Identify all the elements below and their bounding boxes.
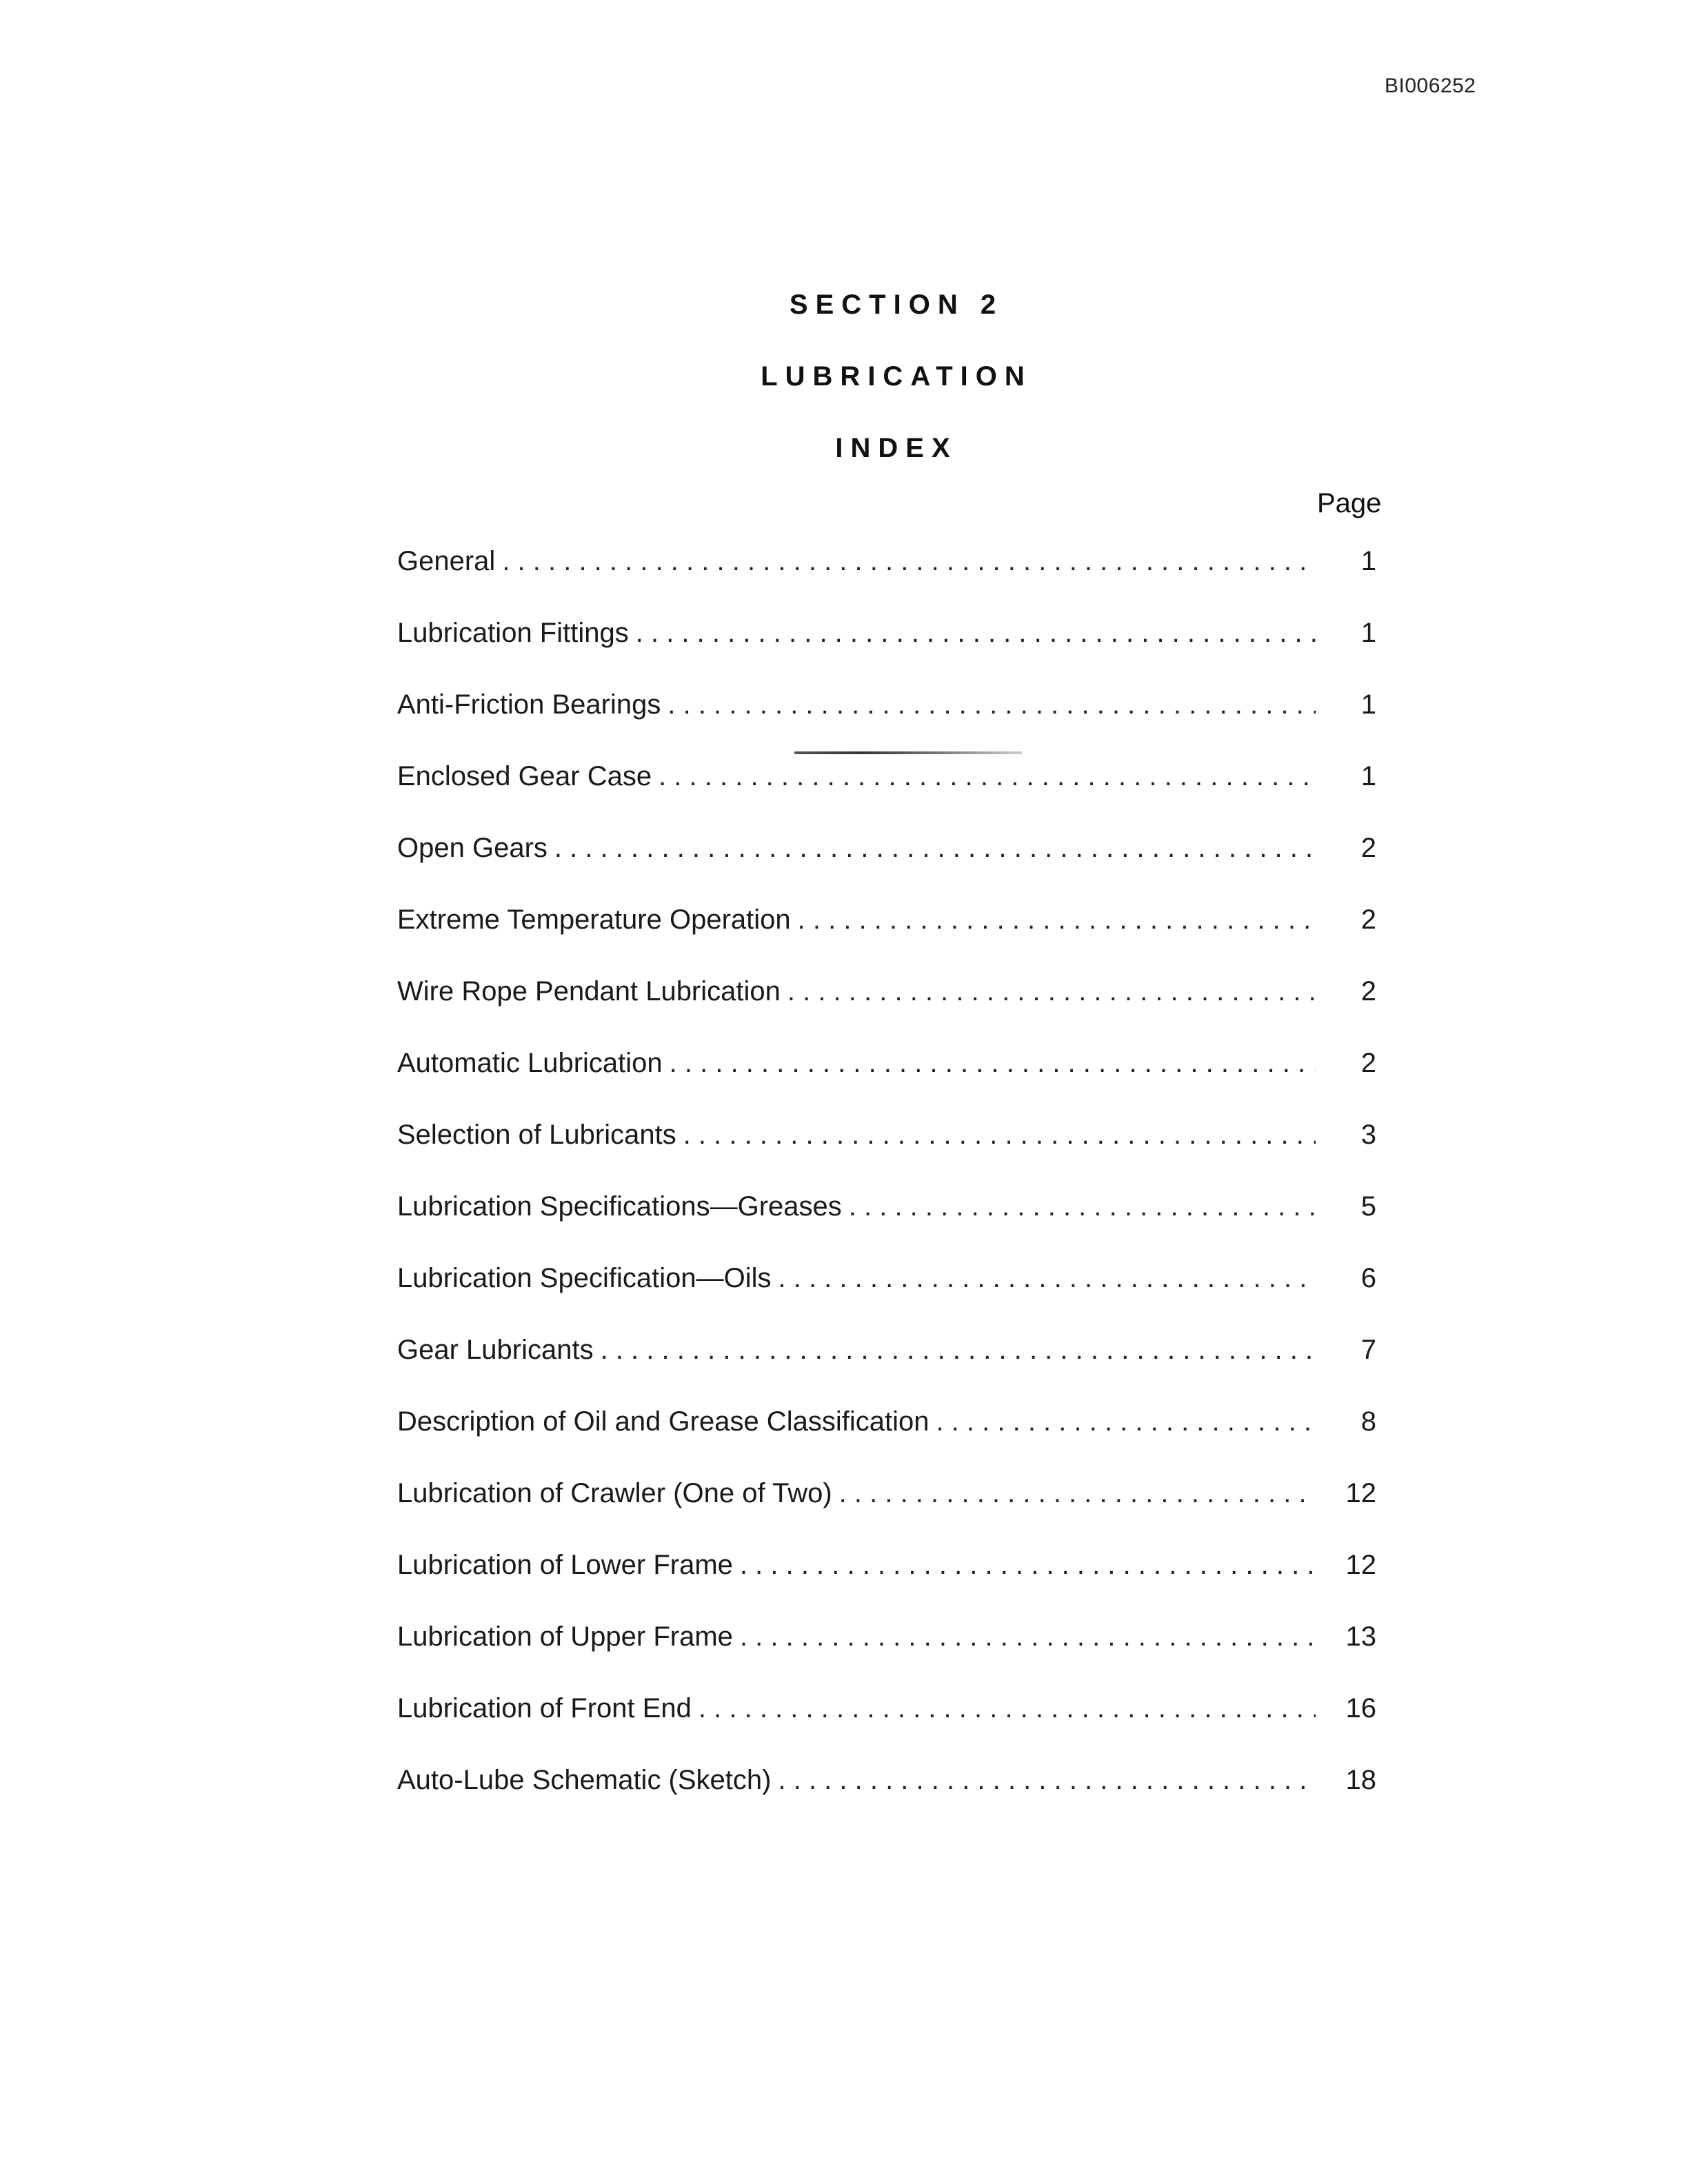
table-of-contents xyxy=(397,545,1390,1835)
dot-leader xyxy=(659,760,1316,793)
dot-leader xyxy=(839,1477,1316,1510)
toc-entry-title: Auto-Lube Schematic (Sketch) xyxy=(397,1763,778,1797)
toc-entry xyxy=(397,1118,1390,1190)
dot-leader xyxy=(778,1262,1316,1295)
toc-entry-page: 2 xyxy=(1360,904,1376,935)
toc-entry xyxy=(397,1692,1390,1763)
toc-entry xyxy=(397,1405,1390,1477)
dot-leader xyxy=(554,831,1316,865)
toc-entry xyxy=(397,760,1390,831)
toc-entry-title: Selection of Lubricants xyxy=(397,1118,683,1151)
toc-entry-page: 1 xyxy=(1360,618,1376,648)
toc-entry-page: 13 xyxy=(1345,1621,1376,1652)
toc-entry xyxy=(397,688,1390,760)
dot-leader xyxy=(849,1190,1316,1223)
toc-entry-title: Enclosed Gear Case xyxy=(397,760,659,793)
toc-entry xyxy=(397,903,1390,975)
toc-entry-title: Automatic Lubrication xyxy=(397,1046,670,1080)
toc-entry-page: 12 xyxy=(1345,1478,1376,1508)
toc-entry-title: Gear Lubricants xyxy=(397,1333,601,1366)
toc-entry xyxy=(397,616,1390,688)
toc-entry xyxy=(397,1763,1390,1835)
toc-entry-page: 6 xyxy=(1360,1263,1376,1293)
toc-entry xyxy=(397,1190,1390,1262)
toc-entry-page: 7 xyxy=(1360,1335,1376,1365)
toc-entry-title: Lubrication of Upper Frame xyxy=(397,1620,740,1653)
toc-entry-title: Lubrication Specification—Oils xyxy=(397,1262,778,1295)
toc-entry-title: Anti-Friction Bearings xyxy=(397,688,667,721)
section-heading: SECTION 2 xyxy=(789,290,1004,320)
page-column-header: Page xyxy=(1317,488,1382,518)
toc-entry-title: Lubrication of Front End xyxy=(397,1692,699,1725)
dot-leader xyxy=(683,1118,1316,1151)
toc-entry-page: 3 xyxy=(1360,1120,1376,1150)
toc-entry xyxy=(397,545,1390,616)
dot-leader xyxy=(740,1620,1316,1653)
toc-entry-page: 12 xyxy=(1345,1550,1376,1580)
dot-leader xyxy=(699,1692,1316,1725)
toc-entry-title: Wire Rope Pendant Lubrication xyxy=(397,975,787,1008)
dot-leader xyxy=(936,1405,1316,1438)
toc-entry-page: 8 xyxy=(1360,1406,1376,1437)
subject-heading: LUBRICATION xyxy=(761,361,1032,392)
dot-leader xyxy=(601,1333,1316,1366)
toc-entry-page: 2 xyxy=(1360,833,1376,863)
toc-entry xyxy=(397,831,1390,903)
toc-entry xyxy=(397,1620,1390,1692)
dot-leader xyxy=(670,1046,1316,1080)
toc-entry-title: Extreme Temperature Operation xyxy=(397,903,798,936)
toc-entry-page: 1 xyxy=(1360,546,1376,576)
dot-leader xyxy=(667,688,1316,721)
dot-leader xyxy=(798,903,1316,936)
toc-entry xyxy=(397,1262,1390,1333)
toc-entry-page: 2 xyxy=(1360,1048,1376,1078)
toc-entry xyxy=(397,1333,1390,1405)
dot-leader xyxy=(636,616,1316,649)
toc-entry xyxy=(397,1477,1390,1548)
toc-entry-page: 1 xyxy=(1360,689,1376,720)
toc-entry-title: Open Gears xyxy=(397,831,554,865)
toc-entry-title: Description of Oil and Grease Classification xyxy=(397,1405,936,1438)
toc-entry xyxy=(397,1548,1390,1620)
toc-entry-page: 5 xyxy=(1360,1191,1376,1222)
toc-entry xyxy=(397,1046,1390,1118)
dot-leader xyxy=(502,545,1316,578)
document-id: BI006252 xyxy=(1385,74,1476,97)
toc-entry-title: Lubrication of Lower Frame xyxy=(397,1548,740,1581)
toc-entry-title: Lubrication of Crawler (One of Two) xyxy=(397,1477,839,1510)
toc-entry-page: 18 xyxy=(1345,1765,1376,1795)
dot-leader xyxy=(778,1763,1316,1797)
dot-leader xyxy=(740,1548,1316,1581)
dot-leader xyxy=(787,975,1316,1008)
toc-entry-page: 16 xyxy=(1345,1693,1376,1723)
index-heading: INDEX xyxy=(835,433,958,463)
toc-entry-title: General xyxy=(397,545,502,578)
toc-entry-page: 2 xyxy=(1360,976,1376,1007)
toc-entry-title: Lubrication Specifications—Greases xyxy=(397,1190,849,1223)
toc-entry xyxy=(397,975,1390,1046)
toc-entry-title: Lubrication Fittings xyxy=(397,616,636,649)
toc-entry-page: 1 xyxy=(1360,761,1376,791)
